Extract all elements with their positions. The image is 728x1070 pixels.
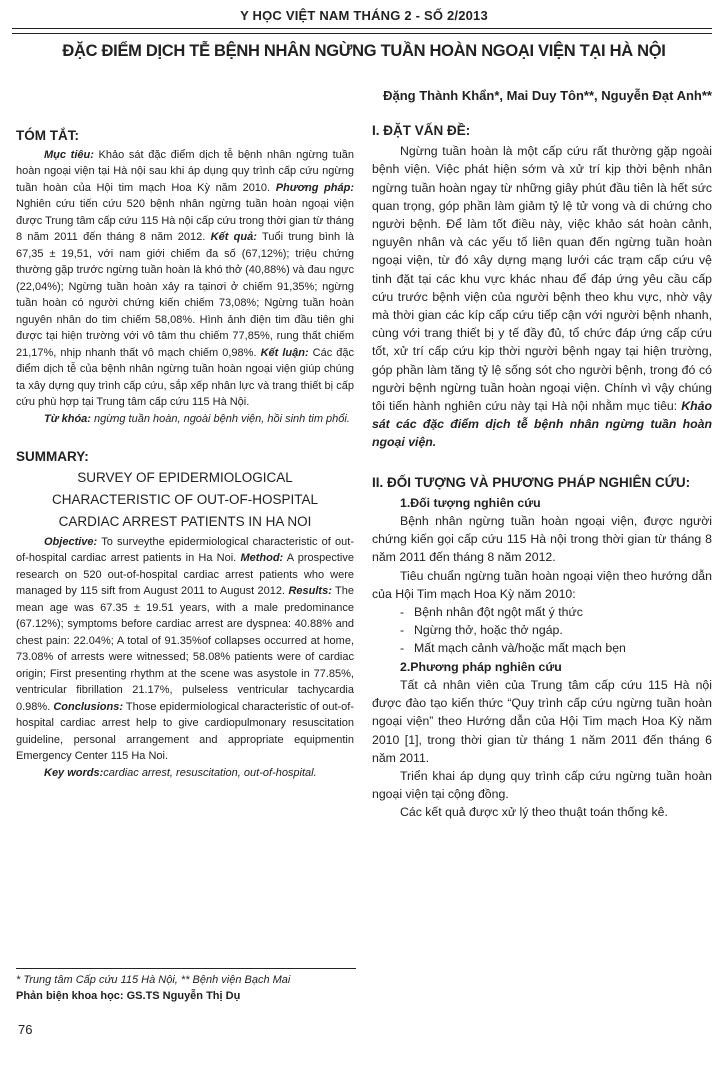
abstract-vi-body	[16, 147, 354, 411]
subsection-2-paragraph-2: Triển khai áp dụng quy trình cấp cứu ngừng tuần hoàn ngoại viện tại cộng đồng.	[372, 768, 712, 802]
subsection-2-paragraph-1: Tất cả nhân viên của Trung tâm cấp cứu 115 Hà nội được đào tạo kiến thức “Quy trình cấp cứu ngừng tuần hoàn ngoại viện” theo Hướng dẫn của Hội Tim mạch Hoa Kỳ năm 2010 [1], trong thời gian từ tháng 1 năm 2011 đến tháng 6 năm 2011.	[372, 677, 712, 765]
keywords-text-vi: ngừng tuần hoàn, ngoài bệnh viện, hồi sinh tim phổi.	[90, 412, 350, 425]
article-title: ĐẶC ĐIỂM DỊCH TỄ BỆNH NHÂN NGỪNG TUẦN HOÀN NGOẠI VIỆN TẠI HÀ NỘI	[62, 42, 666, 60]
criteria-item: - Ngừng thở, hoặc thở ngáp.	[400, 623, 563, 638]
summary-title-line-2: CHARACTERISTIC OF OUT-OF-HOSPITAL	[51, 491, 318, 507]
criteria-item: - Bệnh nhân đột ngột mất ý thức	[400, 605, 583, 620]
method-text-vi: Nghiên cứu tiến cứu 520 bệnh nhân ngừng tuần hoàn ngoại viện được Trung tâm cấp cứu 115 Hà nội cấp cứu trong thời gian từ tháng 8 năm 2011 đến tháng 8 năm 2012.	[16, 198, 354, 243]
method-label-vi: Phương pháp:	[275, 181, 354, 194]
subsection-1-paragraph-2: Tiêu chuẩn ngừng tuần hoàn ngoại viện theo hướng dẫn của Hội Tim mạch Hoa Kỳ năm 2010:	[372, 568, 712, 601]
objective-text-vi: Khảo sát đặc điểm dịch tễ bệnh nhân ngừng tuần hoàn ngoại viện tại Hà nội sau khi áp dụng quy trình cấp cứu ngừng tuần hoàn của Hội tim mạch Hoa Kỳ năm 2010.	[16, 148, 354, 194]
abstract-en-body	[16, 534, 354, 765]
conclusion-text-en: Those epidermiological characteristic of out-of-hospital cardiac arrest help to give cardiopulmonary resuscitation guideline, personal arrangement and appropriate equipmentin Emergency Center 115 Ha Noi.	[16, 700, 354, 762]
objective-label-en: Objective:	[44, 535, 98, 548]
article-authors: Đặng Thành Khẩn*, Mai Duy Tôn**, Nguyễn Đạt Anh**	[383, 88, 712, 103]
keywords-vi	[16, 411, 354, 428]
left-column	[16, 128, 354, 781]
journal-header: Y HỌC VIỆT NAM THÁNG 2 - SỐ 2/2013	[240, 8, 488, 23]
section-1-heading: I. ĐẶT VẤN ĐỀ:	[372, 123, 471, 138]
section-1-text: Ngừng tuần hoàn là một cấp cứu rất thường gặp ngoài bệnh viện. Việc phát hiện sớm và xử trí kịp thời bệnh nhân ngừng tuần hoàn ngay từ những giây phút đầu tiên là hết sức quan trọng, góp phần làm giảm tỷ lệ tử vong và di chứng cho người bệnh. Để làm tốt điều này, việc khảo sát hoàn cảnh, nguyên nhân và các yếu tố liên quan đến ngừng tuần hoàn ngoại viện, từ đó xây dựng mạng lưới các trạm cấp cứu vệ tinh đặt tại các khu vực khác nhau để đáp ứng yêu cầu cấp cứu trước bệnh viện của người bệnh theo khu vực, nhờ vậy mà thời gian các kíp cấp cứu tiếp cận với người bệnh nhanh, cùng với trang thiết bị y tế đầy đủ, tổ chức đáp ứng cấp cứu tốt, xử trí cấp cứu kịp thời người bệnh ngay tại hiện trường, góp phần làm tăng tỷ lệ sống sót cho người bệnh, trong đó có người bệnh ngừng tuần hoàn ngoại viện. Chính vì vậy chúng tôi tiến hành nghiên cứu này tại Hà nội nhằm mục tiêu:	[372, 144, 712, 414]
results-text-vi: Tuổi trung bình là 67,35 ± 19,51, với nam giới chiếm đa số (67,12%); triệu chứng thường gặp trước ngừng tuần hoàn là khó thở (40,88%) và đau ngực (22,04%); Ngừng tuần hoàn xảy ra tạinơi ở chiếm 91,35%; ngừng tuần hoàn có người chứng kiến chiếm 73,08%; Ngừng tuần hoàn nguyên nhân do tim chiếm 58,08%. Hình ảnh điện tim đầu tiên ghi được tại hiện trường với vô tâm thu chiếm 77,85%, rung thất chiếm 21,17%, nhịp nhanh thất vô mạch chiếm 0,98%.	[16, 231, 355, 359]
method-label-en: Method:	[240, 552, 284, 564]
keywords-text-en: cardiac arrest, resuscitation, out-of-hospital.	[103, 766, 317, 779]
results-text-en: The mean age was 67.35 ± 19.51 years, with a male predominance (67.12%); symptoms before cardiac arrest are dyspnea: 40.88% and chest pain: 22.04%; A total of 91.35%of collapses occurred at home, 73.08% of arrests were witnessed; 58.08% patients were of cardiac origin; First presenting rhythm at the scene was asystole in 77.85%, ventricular fibrillation 21.17%, pulseless ventricular tachycardia 0.98%.	[16, 585, 355, 713]
study-aim: Khảo sát các đặc điểm dịch tễ bệnh nhân ngừng tuần hoàn ngoại viện.	[372, 399, 712, 450]
subsection-1-paragraph-1: Bệnh nhân ngừng tuần hoàn ngoại viện, được người chứng kiến gọi cấp cứu 115 Hà nội trong thời gian từ tháng 8 năm 2011 đến tháng 8 năm 2012.	[372, 514, 712, 565]
header-rule-2	[12, 33, 712, 34]
abstract-vi-heading: TÓM TẮT:	[16, 128, 79, 143]
affiliation-footnote: * Trung tâm Cấp cứu 115 Hà Nội, ** Bệnh viện Bạch Mai	[16, 974, 291, 986]
conclusion-label-vi: Kết luận:	[260, 346, 309, 359]
subsection-1-heading: 1.Đối tượng nghiên cứu	[400, 495, 541, 510]
summary-title-line-1: SURVEY OF EPIDERMIOLOGICAL	[77, 469, 293, 485]
criteria-item-text: Ngừng thở, hoặc thở ngáp.	[414, 623, 563, 638]
objective-text-en: To surveythe epidermiological characteristic of out-of-hospital cardiac arrest patients in Ha Noi.	[16, 535, 354, 564]
page-number: 76	[18, 1022, 33, 1037]
keywords-en	[16, 765, 354, 782]
summary-title-line-3: CARDIAC ARREST PATIENTS IN HA NOI	[58, 513, 312, 529]
summary-heading: SUMMARY:	[16, 449, 89, 464]
conclusion-text-vi: Các đặc điểm dịch tễ của bệnh nhân ngừng tuần hoàn ngoại viện giúp chúng ta xây dựng quy trình cấp cứu, sắp xếp nhân lực và trang thiết bị cấp cứu phù hợp tại Trung tâm cấp cứu 115 Hà Nội.	[16, 346, 354, 408]
criteria-item: - Mất mạch cảnh và/hoặc mất mạch bẹn	[400, 641, 626, 656]
conclusion-label-en: Conclusions:	[53, 700, 123, 713]
results-label-en: Results:	[288, 585, 332, 597]
footnotes	[16, 972, 366, 1004]
reviewer-note: Phản biện khoa học: GS.TS Nguyễn Thị Dụ	[16, 990, 241, 1002]
method-text-en: A prospective research on 520 out-of-hospital cardiac arrest patients who were managed by 115 sift from August 2011 to August 2012.	[16, 552, 354, 597]
footnote-rule	[16, 968, 356, 969]
subsection-2-heading: 2.Phương pháp nghiên cứu	[400, 659, 562, 674]
subsection-2-paragraph-3: Các kết quả được xử lý theo thuật toán thống kê.	[400, 805, 668, 820]
keywords-label-en: Key words:	[44, 766, 104, 779]
results-label-vi: Kết quả:	[210, 231, 257, 243]
section-2-heading: II. ĐỐI TƯỢNG VÀ PHƯƠNG PHÁP NGHIÊN CỨU:	[372, 474, 691, 490]
criteria-item-text: Mất mạch cảnh và/hoặc mất mạch bẹn	[414, 641, 626, 656]
objective-label-vi: Mục tiêu:	[44, 148, 94, 161]
header-rule	[12, 28, 712, 29]
keywords-label-vi: Từ khóa:	[44, 412, 91, 425]
right-column	[372, 122, 712, 822]
section-1-paragraph	[372, 142, 712, 451]
criteria-item-text: Bệnh nhân đột ngột mất ý thức	[414, 605, 583, 620]
